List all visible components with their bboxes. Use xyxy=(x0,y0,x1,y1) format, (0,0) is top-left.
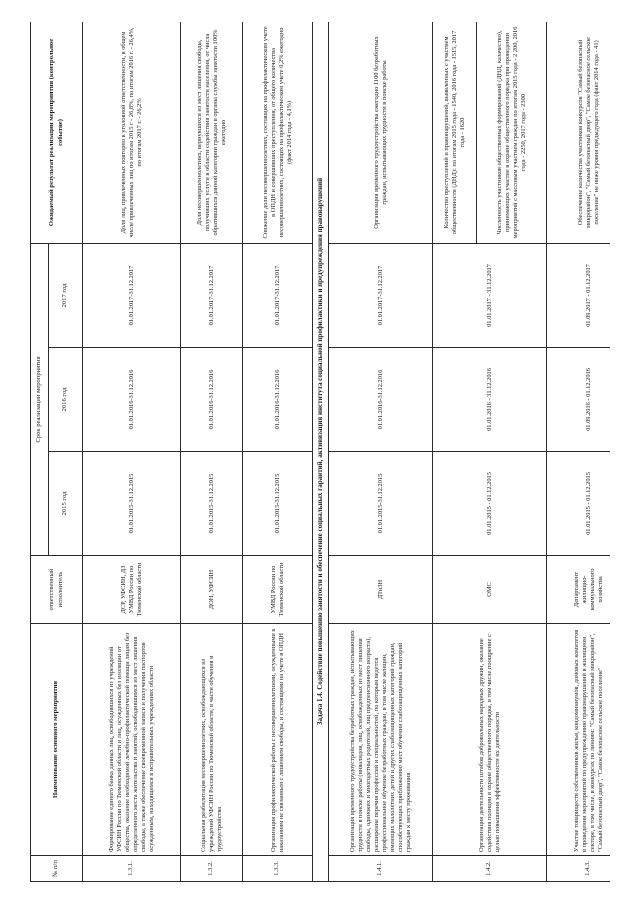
row-executor: ДОН, УФСИН xyxy=(181,556,243,624)
row-measure-name: Участие товариществ собственников жилья, кондоминиумов, домовых комитетов в проведении мероприятий по предупреждению правонарушений в жилищном секторе, в том числе, в конкурсах по линиям: "Самый безопасный микрорайон", "Самый безопасный двор", "Самое безопасное сельское поселение" xyxy=(547,624,611,856)
row-result: Организация временного трудоустройства ежегодно 1100 безработных граждан, испытывающих трудности в поиске работы xyxy=(329,22,433,243)
row-term-2016: 01.01.2016 - 31.12.2016 xyxy=(433,348,547,452)
row-executor: УМВД России по Тюменской области xyxy=(243,556,313,624)
row-num: 1.4.3. xyxy=(547,856,611,882)
header-result: Ожидаемый результат реализации мероприятия (контрольное событие) xyxy=(31,22,83,243)
row-result-crimes: Количество преступлений и правонарушений, выявленных с участием общественности (ДНД): по итогам 2015 года - 1540, 2016 года - 1515, 2017 года - 1620 xyxy=(433,22,477,243)
table-row xyxy=(547,22,611,882)
header-year-2017: 2017 год xyxy=(49,243,83,347)
scanned-sheet xyxy=(30,22,610,882)
row-term-2016: 01.01.2016-31.12.2016 xyxy=(181,348,243,452)
header-executor: ответственный исполнитель xyxy=(31,556,83,624)
section-title: Задача 1.4. Содействие повышению занятости и обеспечение социальных гарантий, активизация института социальной профилактики и предупреждения правонарушений xyxy=(313,22,329,882)
row-num: 1.3.3. xyxy=(243,856,313,882)
row-term-2015: 01.01.2015-31.12.2015 xyxy=(181,452,243,556)
row-measure-name: Организация временного трудоустройства безработных граждан, испытывающих трудности в поиске работы (инвалидов, лиц, освобожденных из мест лишения свободы, одиноких и многодетных родителей, лиц предпенсионного возраста), расширение перечня профессий и специальностей, по которым ведется профессиональное обучение безработных граждан, в том числе женщин, имеющих малолетних детей и других слабозащищенных категорий граждан, способствующих приближению мест обучения слабозащищенных категорий граждан к месту проживания xyxy=(329,624,433,856)
table-row xyxy=(83,22,181,882)
program-measures-table xyxy=(30,22,610,882)
row-term-2017: 01.01.2017-31.12.2017 xyxy=(243,243,313,347)
row-term-2015: 01.01.2015-31.12.2015 xyxy=(243,452,313,556)
row-term-2015: 01.01.2015-31.12.2015 xyxy=(83,452,181,556)
row-measure-name: Организация деятельности штабов добровольных народных дружин, оказание содействия полиции в охране общественного порядка, в том числе поощрение с целью повышения эффективности их деятельности xyxy=(433,624,547,856)
row-term-2017: 01.09.2017 - 01.12.2017 xyxy=(547,243,611,347)
row-measure-name: Организация профилактической работы с несовершеннолетними, осужденными к наказаниям не связанным с лишением свободы, и состоящими на учете в ОПДН xyxy=(243,624,313,856)
row-executor: ДТиЗН xyxy=(329,556,433,624)
row-term-2016: 01.01.2016-31.12.2016 xyxy=(329,348,433,452)
rotated-table-wrapper xyxy=(30,22,610,882)
row-term-2017: 01.01.2017 - 31.12.2017 xyxy=(433,243,547,347)
row-measure-name: Социальная реабилитация несовершеннолетних, освобождающихся из учреждений УФСИН России по Тюменской области, в части обучения и трудоустройства xyxy=(181,624,243,856)
row-term-2017: 01.01.2017-31.12.2017 xyxy=(181,243,243,347)
row-term-2017: 01.01.2017-31.12.2017 xyxy=(329,243,433,347)
row-num: 1.3.1. xyxy=(83,856,181,882)
header-year-2015: 2015 год xyxy=(49,452,83,556)
row-num: 1.3.2. xyxy=(181,856,243,882)
header-row-1 xyxy=(31,22,49,882)
header-year-2016: 2016 год xyxy=(49,348,83,452)
row-result: Доля несовершеннолетних, вернувшихся из мест лишения свободы, получивших услуги в области содействия занятости населения, от числа обратившихся данной категории граждан в органы службы занятости 100% ежегодно xyxy=(181,22,243,243)
row-term-2017: 01.01.2017-31.12.2017 xyxy=(83,243,181,347)
section-row xyxy=(313,22,329,882)
table-row xyxy=(433,22,477,882)
row-term-2016: 01.01.2016-31.12.2016 xyxy=(243,348,313,452)
row-term-2015: 01.01.2015 - 01.12.2015 xyxy=(433,452,547,556)
row-term-2016: 01.09.2016 - 01.12.2016 xyxy=(547,348,611,452)
row-num: 1.4.1. xyxy=(329,856,433,882)
table-row xyxy=(329,22,433,882)
row-executor: ДСР, УФСИН, ДЗ УМВД России по Тюменской области xyxy=(83,556,181,624)
row-result-participants: Численность участников общественных формирований (ДНД, казачество), принимающих участие в охране общественного порядка при проведении мероприятий с массовым участием граждан по итогам 2015 года - 2 200, 2016 года - 2250, 2017 года - 2300 xyxy=(477,22,547,243)
row-term-2016: 01.01.2016-31.12.2016 xyxy=(83,348,181,452)
row-term-2015: 01.01.2015-31.12.2015 xyxy=(329,452,433,556)
header-num: № п/п xyxy=(31,856,83,882)
row-result: Обеспечение количества участников конкурсов "Самый безопасный микрорайон", "Самый безопасный двор", "Самое безопасное сельское поселение" не ниже уровня предыдущего года (факт 2014 года - 41) xyxy=(547,22,611,243)
row-term-2015: 01.01.2015 - 01.12.2015 xyxy=(547,452,611,556)
table-row xyxy=(181,22,243,882)
row-executor: Департамент жилищно-коммунального хозяйства xyxy=(547,556,611,624)
row-measure-name: Формирование единого банка данных лиц, освободившихся из учреждений УФСИН России по Тюменской области и лиц, осужденных без изоляции от общества, оказание необходимой лечебно-профилактической помощи лицам без определенного места жительства и занятий, освободившимся из мест лишения свободы, а также обеспечение своевременной записи и получения паспортов осужденным, находящимся в исправительных учреждениях области xyxy=(83,624,181,856)
row-result: Снижение доли несовершеннолетних, состоящих на профилактическом учете в ОПДН и совершивших преступления, от общего количества несовершеннолетних, состоящих на профилактическом учете 0,2% ежегодно (факт 2014 года - 4,1%) xyxy=(243,22,313,243)
header-name: Наименование основного мероприятия xyxy=(31,624,83,856)
row-result: Доля лиц, привлеченных повторно к уголовной ответственности, в общем числе привлеченных лиц по итогам 2015 г - 26,8%, по итогам 2016 г. - 26,4%, по итогам 2017 г. - 26,2% xyxy=(83,22,181,243)
table-row xyxy=(243,22,313,882)
row-executor: ОМС xyxy=(433,556,547,624)
row-num: 1.4.2. xyxy=(433,856,547,882)
header-terms: Срок реализации мероприятия xyxy=(31,243,49,555)
